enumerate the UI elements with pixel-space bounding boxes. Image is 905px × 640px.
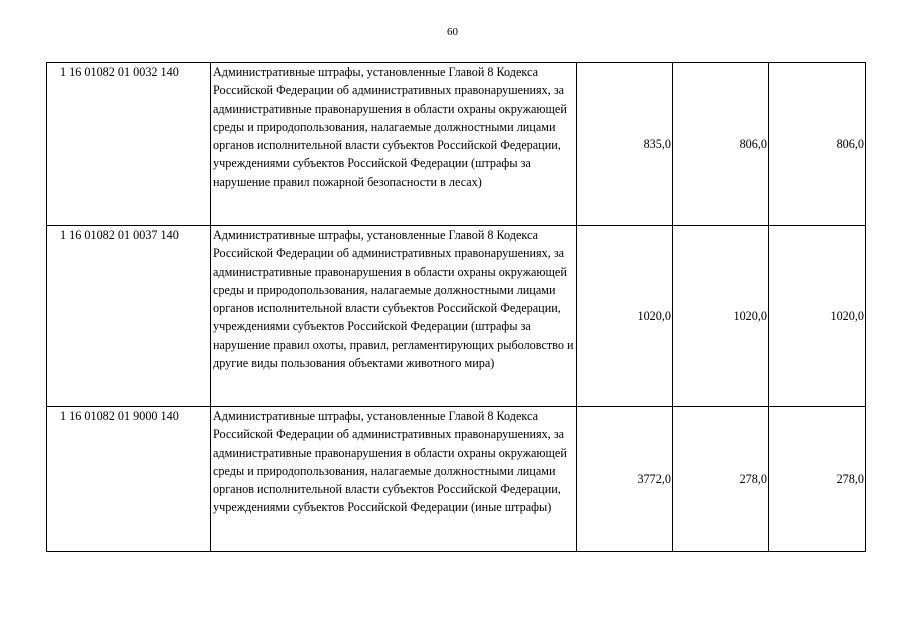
table-row <box>47 226 866 407</box>
amount-cell-3: 278,0 <box>769 407 866 552</box>
table-row <box>47 407 866 552</box>
amount-cell-1: 835,0 <box>577 63 673 226</box>
amount-cell-1: 1020,0 <box>577 226 673 407</box>
page-number: 60 <box>447 26 458 38</box>
amount-cell-3: 806,0 <box>769 63 866 226</box>
budget-code-cell: 1 16 01082 01 0032 140 <box>47 63 211 226</box>
amount-cell-2: 1020,0 <box>673 226 769 407</box>
description-cell: Административные штрафы, установленные Главой 8 Кодекса Российской Федерации об административных правонарушениях, за административные правонарушения в области охраны окружающей среды и природопользования, налагаемые должностными лицами органов исполнительной власти субъектов Российской Федерации, учреждениями субъектов Российской Федерации (иные штрафы) <box>211 407 577 552</box>
description-cell: Административные штрафы, установленные Главой 8 Кодекса Российской Федерации об административных правонарушениях, за административные правонарушения в области охраны окружающей среды и природопользования, налагаемые должностными лицами органов исполнительной власти субъектов Российской Федерации, учреждениями субъектов Российской Федерации (штрафы за нарушение правил охоты, правил, регламентирующих рыболовство и другие виды пользования объектами животного мира) <box>211 226 577 407</box>
table-row <box>47 63 866 226</box>
budget-code-cell: 1 16 01082 01 9000 140 <box>47 407 211 552</box>
budget-revenue-table <box>46 62 866 552</box>
description-cell: Административные штрафы, установленные Главой 8 Кодекса Российской Федерации об административных правонарушениях, за административные правонарушения в области охраны окружающей среды и природопользования, налагаемые должностными лицами органов исполнительной власти субъектов Российской Федерации, учреждениями субъектов Российской Федерации (штрафы за нарушение правил пожарной безопасности в лесах) <box>211 63 577 226</box>
amount-cell-2: 278,0 <box>673 407 769 552</box>
amount-cell-1: 3772,0 <box>577 407 673 552</box>
amount-cell-3: 1020,0 <box>769 226 866 407</box>
amount-cell-2: 806,0 <box>673 63 769 226</box>
budget-code-cell: 1 16 01082 01 0037 140 <box>47 226 211 407</box>
